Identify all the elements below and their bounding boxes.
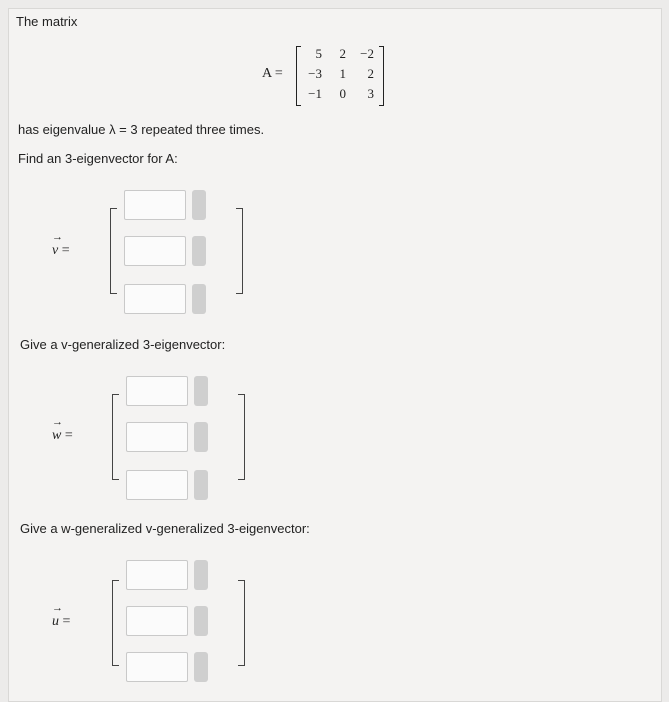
v-entry-1-preview	[192, 190, 206, 220]
u-left-bracket	[112, 580, 119, 666]
matrix-cell: 2	[339, 46, 346, 61]
u-equals: =	[62, 614, 71, 629]
w-entry-1-input[interactable]	[126, 376, 188, 406]
matrix-right-bracket	[379, 46, 384, 106]
v-entry-1-input[interactable]	[124, 190, 186, 220]
matrix-cell: 2	[367, 66, 374, 81]
u-symbol: → u	[52, 614, 59, 629]
v-right-bracket	[236, 208, 243, 294]
w-entry-3-input[interactable]	[126, 470, 188, 500]
matrix-a	[296, 46, 384, 104]
u-entry-3-input[interactable]	[126, 652, 188, 682]
u-right-bracket	[238, 580, 245, 666]
matrix-label: A =	[262, 66, 283, 81]
u-entry-1-input[interactable]	[126, 560, 188, 590]
v-equals: =	[61, 243, 70, 258]
u-entry-1-preview	[194, 560, 208, 590]
v-entry-2-input[interactable]	[124, 236, 186, 266]
w-label	[52, 428, 73, 444]
w-equals: =	[64, 428, 73, 443]
v-entry-2-preview	[192, 236, 206, 266]
v-entry-3-input[interactable]	[124, 284, 186, 314]
generalized-w-text: Give a w-generalized v-generalized 3-eigenvector:	[20, 521, 310, 536]
w-entry-1-preview	[194, 376, 208, 406]
eigenvalue-text: has eigenvalue λ = 3 repeated three times.	[18, 122, 265, 137]
v-symbol: → v	[52, 243, 58, 258]
w-entry-2-input[interactable]	[126, 422, 188, 452]
intro-text: The matrix	[16, 14, 78, 29]
generalized-v-text: Give a v-generalized 3-eigenvector:	[20, 337, 226, 352]
v-left-bracket	[110, 208, 117, 294]
matrix-cell: 0	[339, 86, 346, 101]
u-label	[52, 614, 70, 630]
question-panel	[8, 8, 662, 702]
w-left-bracket	[112, 394, 119, 480]
u-entry-2-input[interactable]	[126, 606, 188, 636]
find-eigenvector-text: Find an 3-eigenvector for A:	[18, 151, 178, 166]
v-entry-3-preview	[192, 284, 206, 314]
w-symbol: → w	[52, 428, 61, 443]
matrix-cell: 5	[315, 46, 322, 61]
w-entry-2-preview	[194, 422, 208, 452]
w-entry-3-preview	[194, 470, 208, 500]
matrix-cell: −3	[308, 66, 322, 81]
matrix-cell: 3	[367, 86, 374, 101]
matrix-cell: −1	[308, 86, 322, 101]
u-entry-2-preview	[194, 606, 208, 636]
matrix-cell: −2	[360, 46, 374, 61]
matrix-cell: 1	[339, 66, 346, 81]
u-entry-3-preview	[194, 652, 208, 682]
v-label	[52, 243, 70, 259]
w-right-bracket	[238, 394, 245, 480]
